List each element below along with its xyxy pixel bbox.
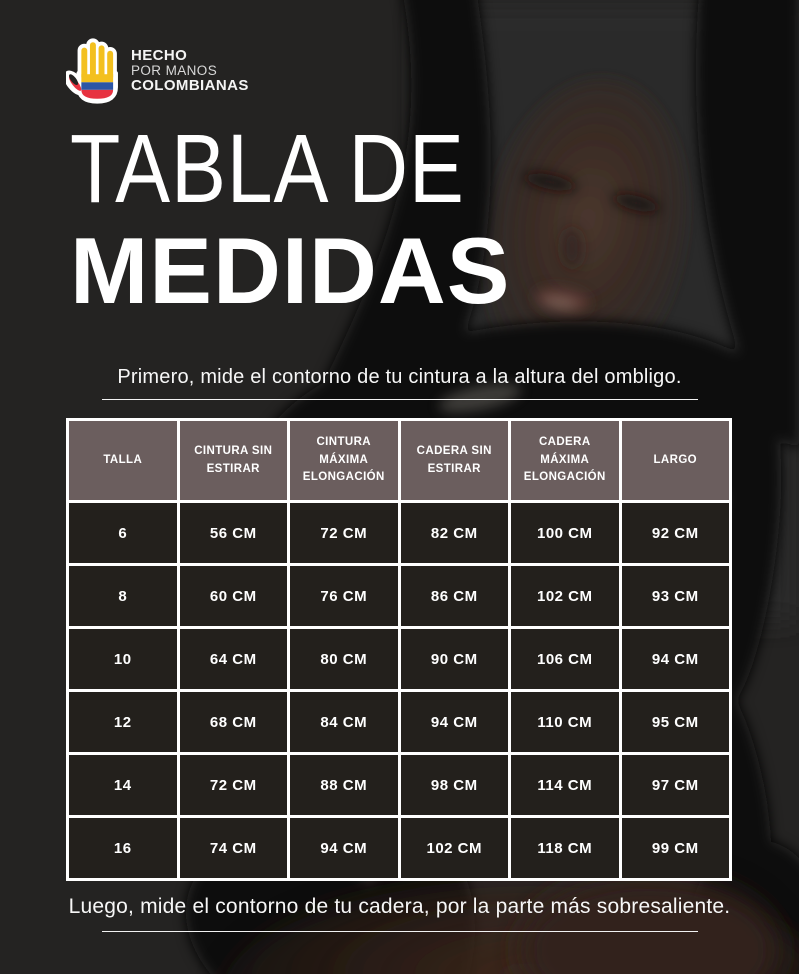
header-largo: LARGO (620, 420, 731, 502)
table-row (68, 691, 731, 754)
cell: 56 CM (178, 502, 289, 565)
cell: 100 CM (510, 502, 621, 565)
instruction-hip: Luego, mide el contorno de tu cadera, por la parte más sobresaliente. (68, 895, 731, 918)
cell-talla: 10 (68, 628, 179, 691)
cell: 118 CM (510, 817, 621, 880)
cell: 74 CM (178, 817, 289, 880)
cell: 92 CM (620, 502, 731, 565)
header-cadera-sin-estirar: CADERA SIN ESTIRAR (399, 420, 510, 502)
table-row (68, 565, 731, 628)
cell-talla: 14 (68, 754, 179, 817)
cell: 80 CM (289, 628, 400, 691)
logo-word-por-manos: POR MANOS (131, 62, 218, 78)
cell-talla: 6 (68, 502, 179, 565)
cell: 114 CM (510, 754, 621, 817)
divider-line-bottom (102, 931, 698, 932)
cell: 97 CM (620, 754, 731, 817)
cell-talla: 16 (68, 817, 179, 880)
cell: 106 CM (510, 628, 621, 691)
instruction-waist: Primero, mide el contorno de tu cintura a la altura del ombligo. (117, 366, 682, 388)
cell: 86 CM (399, 565, 510, 628)
table-header-row (68, 420, 731, 502)
page-title-line1: TABLA DE (70, 114, 465, 223)
page-title-line2: MEDIDAS (70, 218, 511, 323)
cell: 82 CM (399, 502, 510, 565)
table-row (68, 628, 731, 691)
brand-logo-text (131, 48, 249, 95)
size-table-body (68, 502, 731, 880)
cell: 64 CM (178, 628, 289, 691)
cell: 72 CM (178, 754, 289, 817)
header-cintura-sin-estirar: CINTURA SIN ESTIRAR (178, 420, 289, 502)
cell: 72 CM (289, 502, 400, 565)
cell: 94 CM (399, 691, 510, 754)
cell: 93 CM (620, 565, 731, 628)
cell: 84 CM (289, 691, 400, 754)
header-cadera-maxima: CADERA MÁXIMA ELONGACIÓN (510, 420, 621, 502)
table-row (68, 502, 731, 565)
cell: 102 CM (399, 817, 510, 880)
cell: 102 CM (510, 565, 621, 628)
cell: 90 CM (399, 628, 510, 691)
brand-logo (66, 33, 249, 109)
cell: 98 CM (399, 754, 510, 817)
header-cintura-maxima: CINTURA MÁXIMA ELONGACIÓN (289, 420, 400, 502)
hand-colombian-flag-icon (66, 33, 122, 109)
cell: 94 CM (289, 817, 400, 880)
header-talla: TALLA (68, 420, 179, 502)
table-row (68, 817, 731, 880)
logo-word-colombianas: COLOMBIANAS (131, 77, 249, 95)
divider-line-top (102, 399, 698, 400)
cell-talla: 12 (68, 691, 179, 754)
size-table (66, 418, 732, 881)
cell: 68 CM (178, 691, 289, 754)
logo-word-hecho: HECHO (131, 46, 188, 64)
cell: 94 CM (620, 628, 731, 691)
size-table-header (68, 420, 731, 502)
cell: 60 CM (178, 565, 289, 628)
cell: 95 CM (620, 691, 731, 754)
cell: 110 CM (510, 691, 621, 754)
cell: 88 CM (289, 754, 400, 817)
cell: 99 CM (620, 817, 731, 880)
table-row (68, 754, 731, 817)
cell: 76 CM (289, 565, 400, 628)
cell-talla: 8 (68, 565, 179, 628)
